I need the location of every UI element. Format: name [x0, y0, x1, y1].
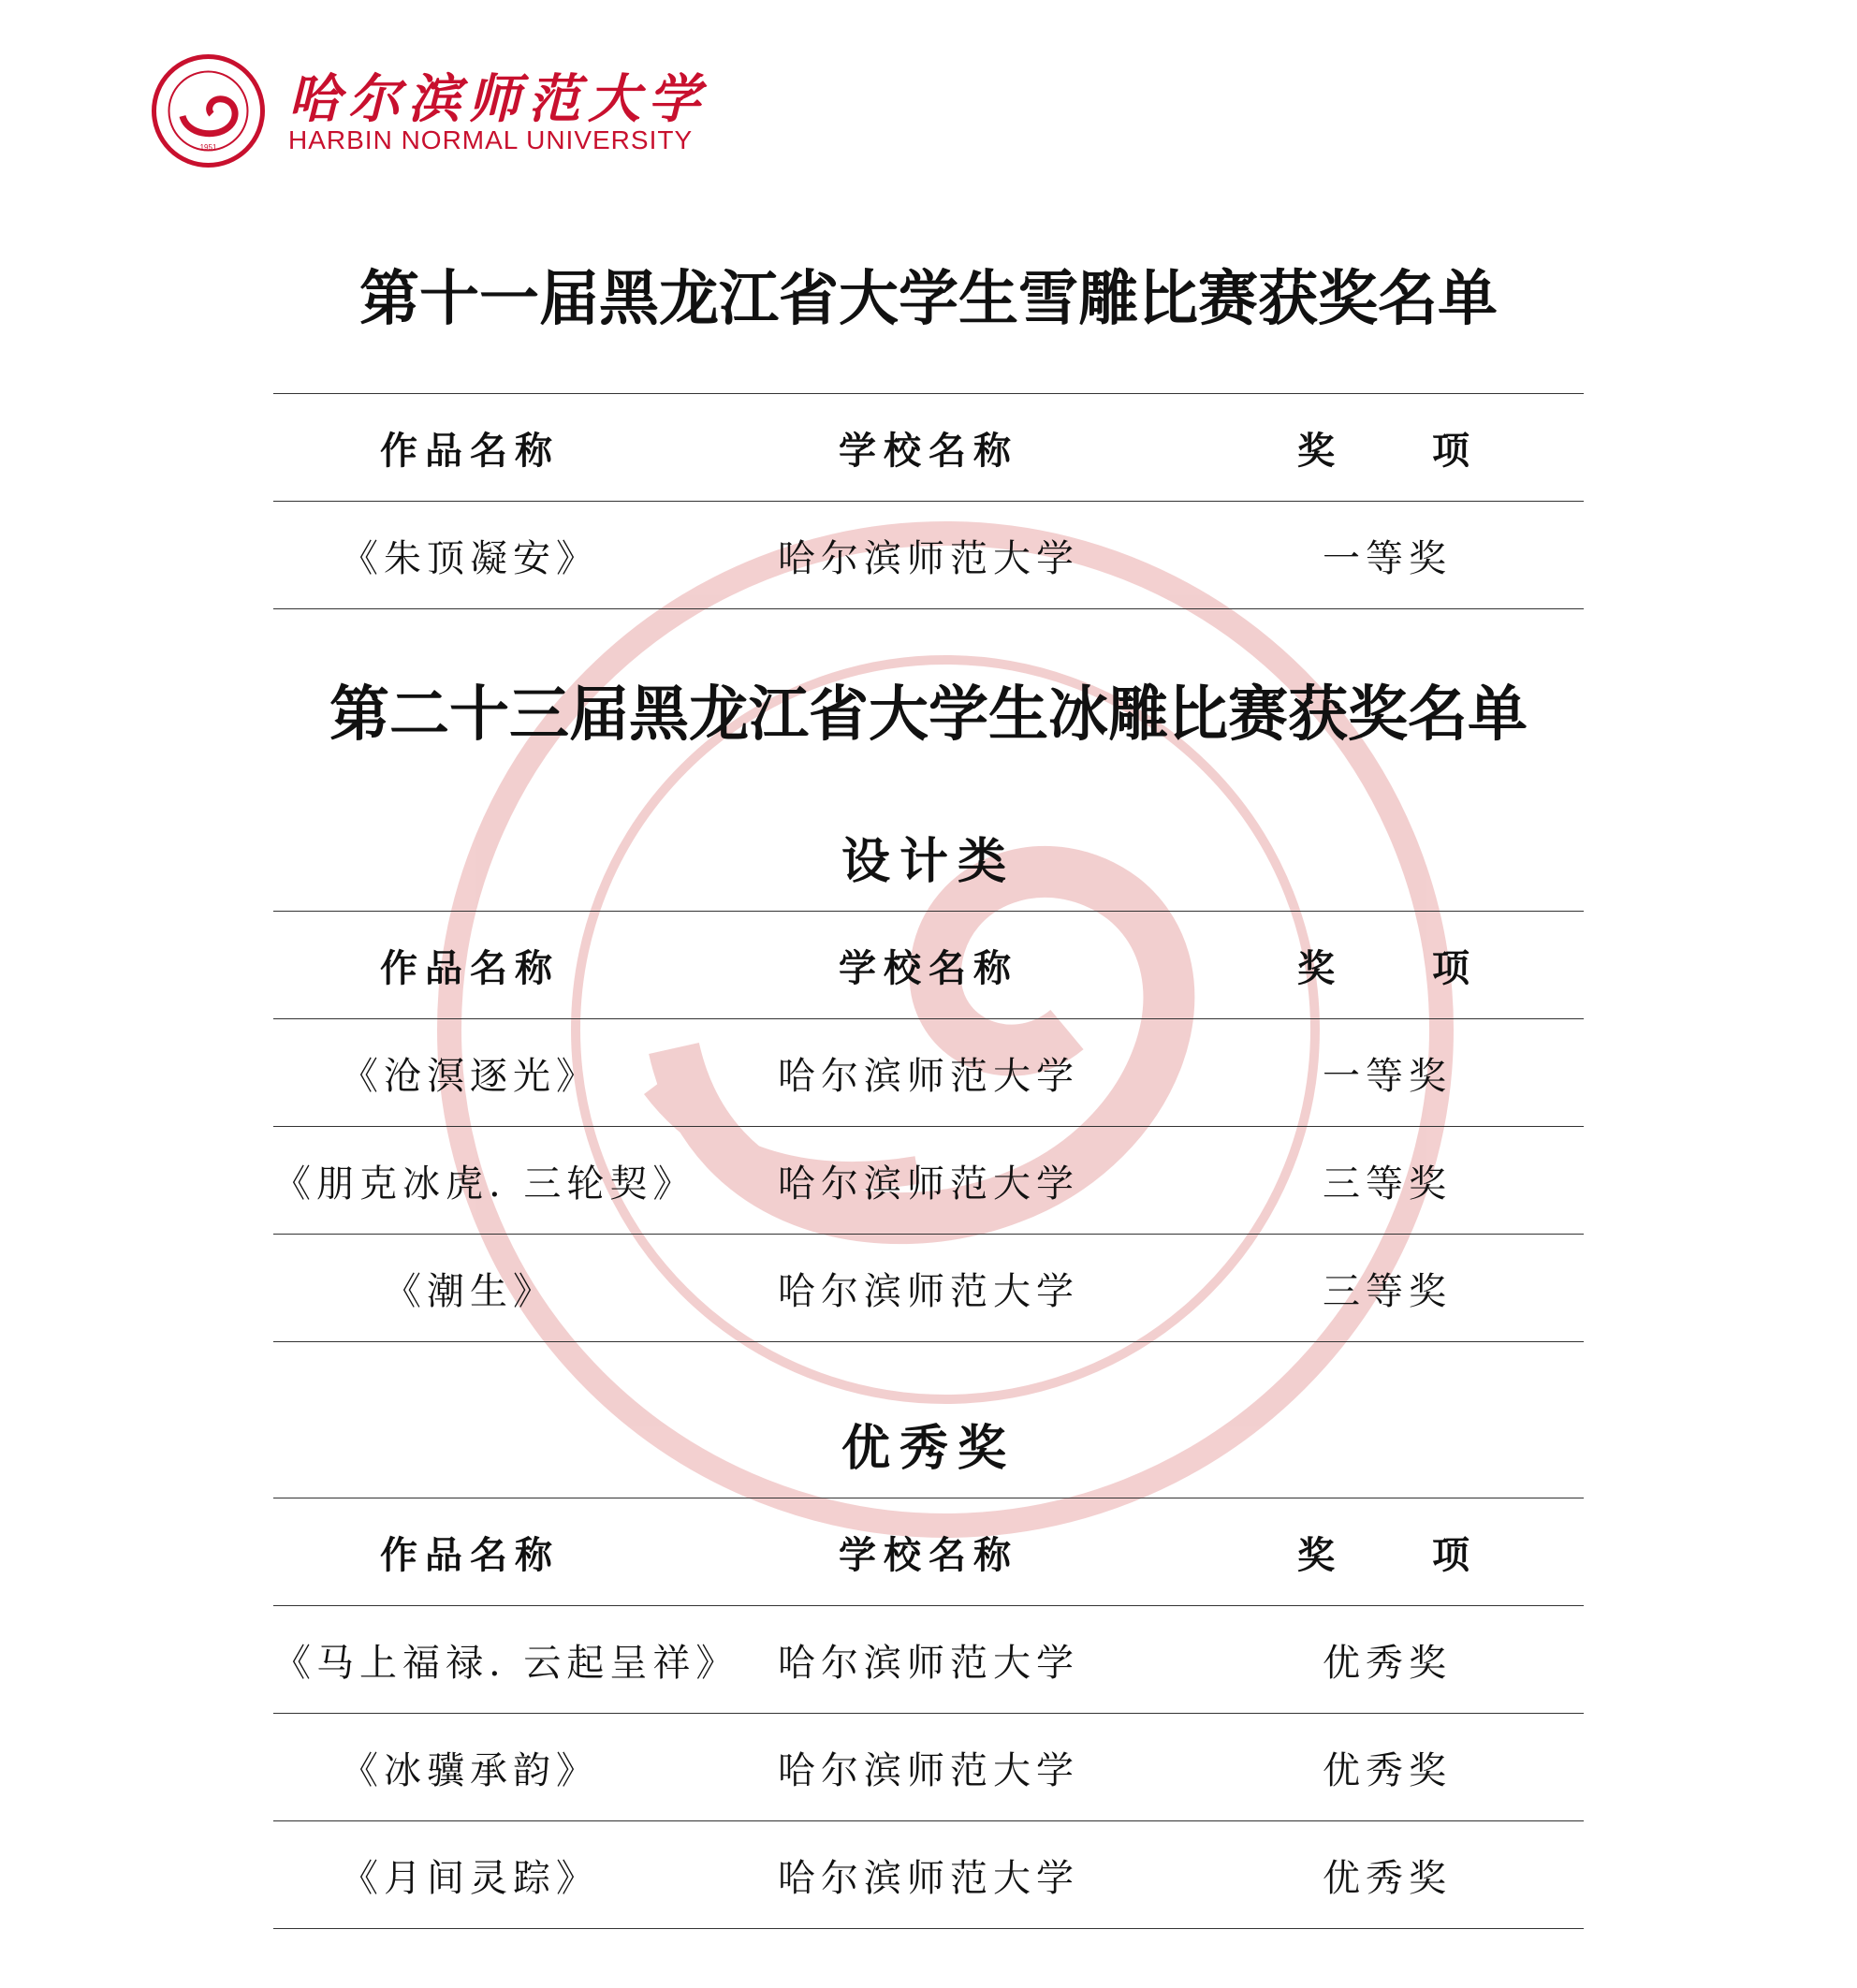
table-row [273, 1019, 1584, 1127]
school-name: 哈尔滨师范大学 [666, 1127, 1191, 1235]
work-name: 《月间灵踪》 [273, 1821, 666, 1929]
excellence-award-subtitle: 优秀奖 [841, 1420, 1016, 1477]
work-name: 《潮生》 [273, 1235, 666, 1342]
header-award: 奖 项 [1191, 1498, 1584, 1606]
work-name: 《冰骥承韵》 [273, 1714, 666, 1821]
table-row [273, 1821, 1584, 1929]
university-logo [150, 52, 711, 169]
header-work-name: 作品名称 [273, 394, 666, 502]
header-school-name: 学校名称 [666, 1498, 1191, 1606]
table-row [273, 1714, 1584, 1821]
work-name: 《马上福禄. 云起呈祥》 [273, 1606, 666, 1714]
table-row [273, 502, 1584, 609]
snow-sculpture-title: 第十一届黑龙江省大学生雪雕比赛获奖名单 [359, 264, 1498, 334]
header-work-name: 作品名称 [273, 1498, 666, 1606]
award-name: 三等奖 [1191, 1235, 1584, 1342]
award-name: 三等奖 [1191, 1127, 1584, 1235]
school-name: 哈尔滨师范大学 [666, 1714, 1191, 1821]
table-header-row [273, 1498, 1584, 1606]
table-row [273, 1606, 1584, 1714]
work-name: 《朱顶凝安》 [273, 502, 666, 609]
table-header-row [273, 912, 1584, 1019]
school-name: 哈尔滨师范大学 [666, 1606, 1191, 1714]
header-school-name: 学校名称 [666, 912, 1191, 1019]
table-row [273, 1235, 1584, 1342]
logo-chinese-name: 哈尔滨师范大学 [288, 68, 708, 130]
award-name: 优秀奖 [1191, 1714, 1584, 1821]
award-name: 一等奖 [1191, 1019, 1584, 1127]
work-name: 《朋克冰虎. 三轮契》 [273, 1127, 666, 1235]
award-name: 优秀奖 [1191, 1821, 1584, 1929]
design-category-subtitle: 设计类 [841, 833, 1016, 890]
excellence-award-table [273, 1498, 1584, 1929]
header-school-name: 学校名称 [666, 394, 1191, 502]
school-name: 哈尔滨师范大学 [666, 1235, 1191, 1342]
school-name: 哈尔滨师范大学 [666, 502, 1191, 609]
school-name: 哈尔滨师范大学 [666, 1019, 1191, 1127]
work-name: 《沧溟逐光》 [273, 1019, 666, 1127]
table-row [273, 1127, 1584, 1235]
snow-sculpture-table [273, 393, 1584, 609]
design-category-table [273, 911, 1584, 1342]
header-work-name: 作品名称 [273, 912, 666, 1019]
header-award: 奖 项 [1191, 912, 1584, 1019]
award-name: 一等奖 [1191, 502, 1584, 609]
table-header-row [273, 394, 1584, 502]
ice-sculpture-title: 第二十三届黑龙江省大学生冰雕比赛获奖名单 [329, 680, 1528, 750]
school-name: 哈尔滨师范大学 [666, 1821, 1191, 1929]
seal-year: 1951 [199, 143, 217, 152]
header-award: 奖 项 [1191, 394, 1584, 502]
university-seal-icon [150, 52, 267, 169]
award-name: 优秀奖 [1191, 1606, 1584, 1714]
logo-english-name: HARBIN NORMAL UNIVERSITY [288, 125, 694, 154]
